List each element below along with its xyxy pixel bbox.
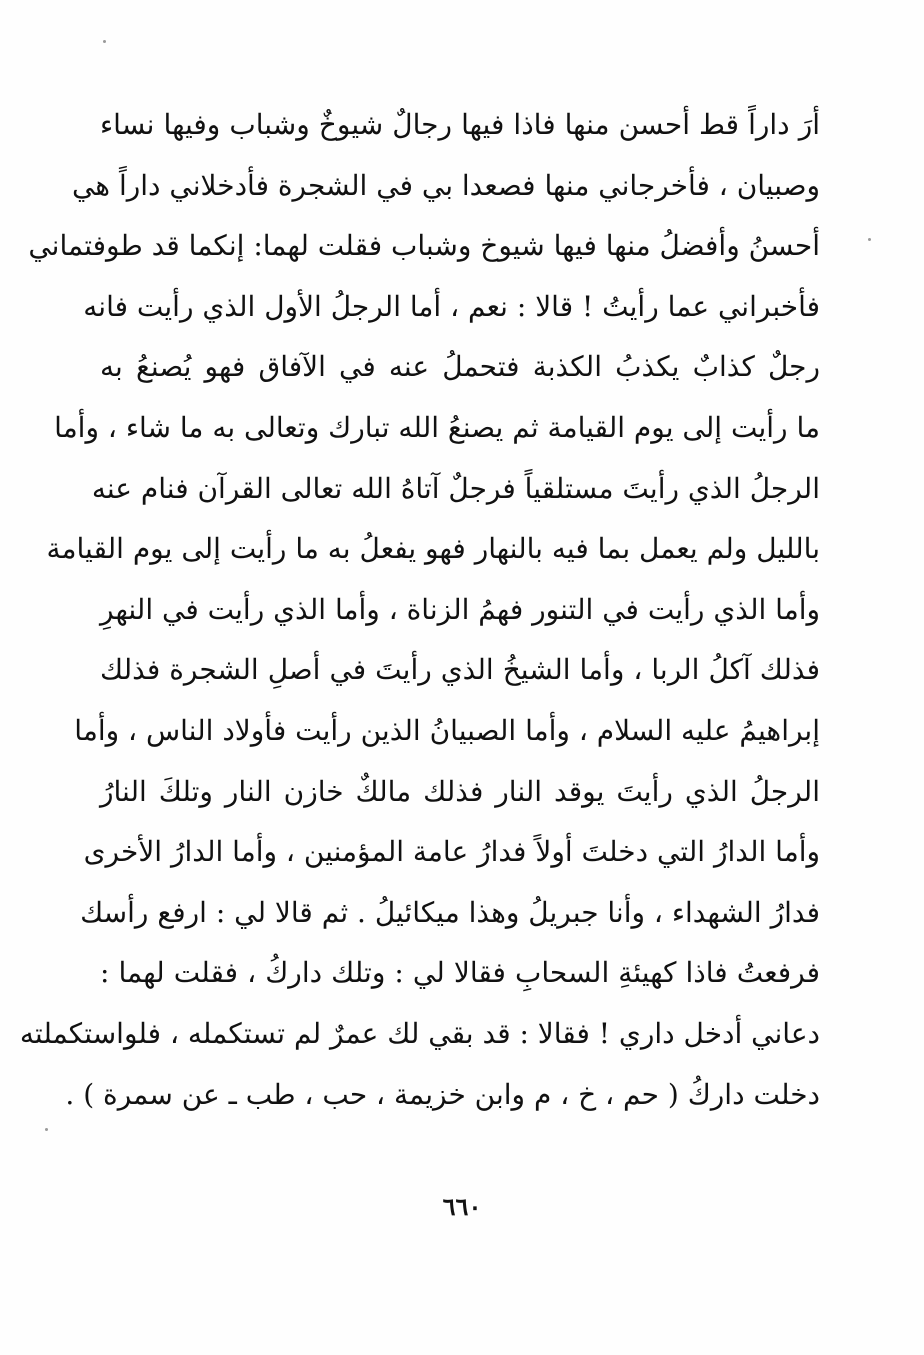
text-line: أرَ داراً قط أحسن منها فاذا فيها رجالٌ شيوخٌ وشباب وفيها نساء xyxy=(100,108,820,141)
margin-speck xyxy=(103,40,106,43)
text-line: فدارُ الشهداء ، وأنا جبريلُ وهذا ميكائيلُ . ثم قالا لي : ارفع رأسك xyxy=(80,895,820,929)
text-line: الرجلُ الذي رأيتَ مستلقياً فرجلٌ آتاهُ الله تعالى القرآن فنام عنه xyxy=(91,471,820,505)
text-line: دخلت داركُ ( حم ، خ ، م وابن خزيمة ، حب ، طب ـ عن سمرة ) . xyxy=(65,1077,820,1111)
text-line: بالليل ولم يعمل بما فيه بالنهار فهو يفعلُ به ما رأيت إلى يوم القيامة xyxy=(46,532,820,566)
text-line: فرفعتُ فاذا كهيئةِ السحابِ فقالا لي : وتلك داركُ ، فقلت لهما : xyxy=(100,956,820,990)
text-line: فذلك آكلُ الربا ، وأما الشيخُ الذي رأيتَ في أصلِ الشجرة فذلك xyxy=(100,653,820,687)
text-line: الرجلُ الذي رأيتَ يوقد النار فذلك مالكٌ خازن النار وتلكَ النارُ xyxy=(100,774,820,808)
body-text xyxy=(19,95,820,1125)
page-number: ٦٦٠ xyxy=(442,1192,482,1221)
text-line: أحسنُ وأفضلُ منها فيها شيوخ وشباب فقلت لهما: إنكما قد طوفتماني xyxy=(28,229,820,263)
text-line: دعاني أدخل داري ! فقالا : قد بقي لك عمرٌ لم تستكمله ، فلواستكملته xyxy=(19,1016,820,1050)
text-line: وأما الذي رأيت في التنور فهمُ الزناة ، وأما الذي رأيت في النهرِ xyxy=(100,592,820,626)
text-line: إبراهيمُ عليه السلام ، وأما الصبيانُ الذين رأيت فأولاد الناس ، وأما xyxy=(74,713,820,747)
text-line: ما رأيت إلى يوم القيامة ثم يصنعُ الله تبارك وتعالى به ما شاء ، وأما xyxy=(54,410,820,444)
text-line: فأخبراني عما رأيتُ ! قالا : نعم ، أما الرجلُ الأول الذي رأيت فانه xyxy=(83,289,820,323)
text-line: وصبيان ، فأخرجاني منها فصعدا بي في الشجرة فأدخلاني داراً هي xyxy=(71,168,820,202)
margin-speck xyxy=(868,238,871,241)
margin-speck xyxy=(45,1128,48,1131)
text-line: وأما الدارُ التي دخلتَ أولاً فدارُ عامة المؤمنين ، وأما الدارُ الأخرى xyxy=(83,835,820,869)
text-line: رجلٌ كذابٌ يكذبُ الكذبة فتحملُ عنه في الآفاق فهو يُصنعُ به xyxy=(100,350,820,384)
